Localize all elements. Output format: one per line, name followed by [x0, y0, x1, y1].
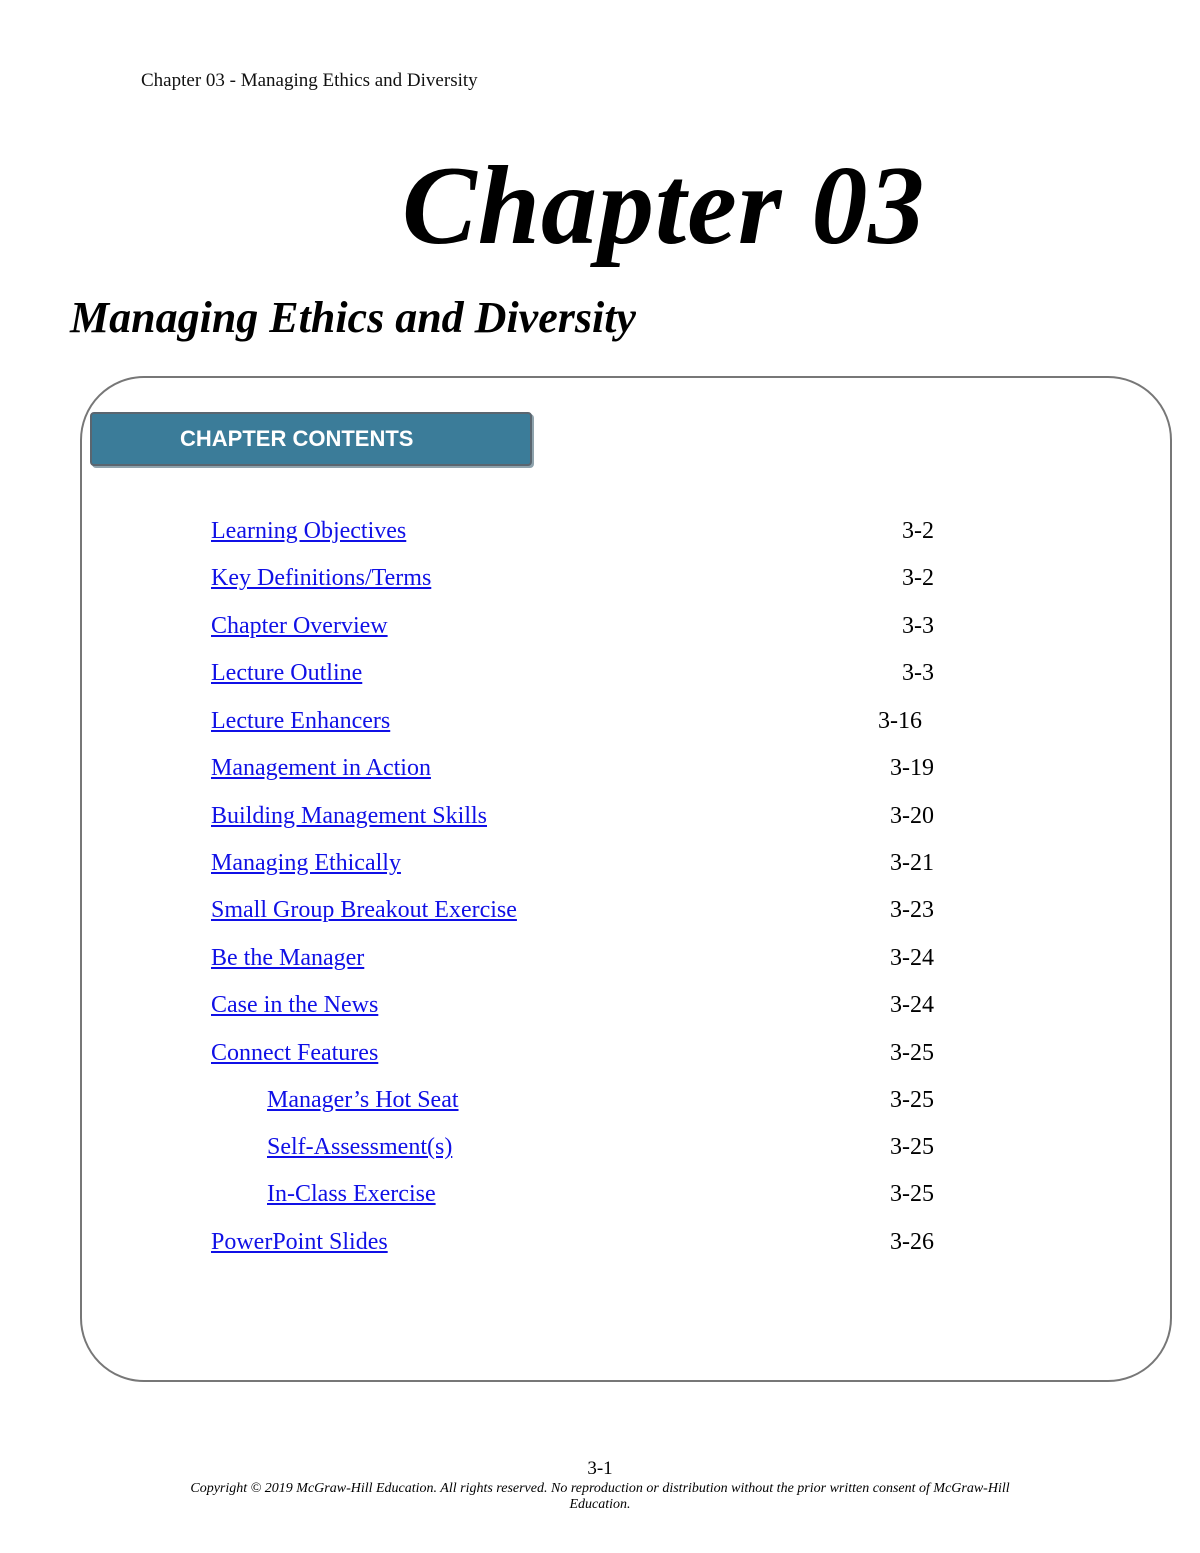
toc-page-number: 3-16	[878, 708, 922, 734]
toc-page-number: 3-25	[890, 1087, 934, 1113]
toc-link[interactable]: PowerPoint Slides	[211, 1229, 388, 1255]
toc-link[interactable]: Chapter Overview	[211, 613, 388, 639]
toc-page-number: 3-24	[890, 945, 934, 971]
toc-page-number: 3-25	[890, 1134, 934, 1160]
toc-page-number: 3-20	[890, 803, 934, 829]
toc-page-number: 3-25	[890, 1040, 934, 1066]
toc-page-number: 3-23	[890, 897, 934, 923]
running-header: Chapter 03 - Managing Ethics and Diversity	[141, 70, 478, 91]
toc-link[interactable]: Learning Objectives	[211, 518, 407, 544]
toc-page-number: 3-3	[902, 613, 934, 639]
toc-sublink[interactable]: Manager’s Hot Seat	[267, 1087, 459, 1113]
toc-link[interactable]: Small Group Breakout Exercise	[211, 897, 517, 923]
toc-sublink[interactable]: In-Class Exercise	[267, 1181, 436, 1207]
chapter-subtitle: Managing Ethics and Diversity	[70, 293, 636, 342]
toc-link[interactable]: Be the Manager	[211, 945, 365, 971]
toc-link[interactable]: Key Definitions/Terms	[211, 565, 432, 591]
toc-page-number: 3-25	[890, 1181, 934, 1207]
toc-page-number: 3-2	[902, 518, 934, 544]
copyright-notice: Copyright © 2019 McGraw-Hill Education. All rights reserved. No reproduction or distribution without the prior written consent of McGraw-Hill Education.	[190, 1481, 1010, 1512]
toc-page-number: 3-3	[902, 660, 934, 686]
toc-link[interactable]: Managing Ethically	[211, 850, 401, 876]
toc-link[interactable]: Lecture Enhancers	[211, 708, 391, 734]
toc-link[interactable]: Case in the News	[211, 992, 379, 1018]
toc-page-number: 3-19	[890, 755, 934, 781]
contents-heading: CHAPTER CONTENTS	[90, 412, 532, 466]
chapter-title: Chapter 03	[402, 144, 926, 268]
toc-sublink[interactable]: Self-Assessment(s)	[267, 1134, 453, 1160]
toc-page-number: 3-26	[890, 1229, 934, 1255]
toc-link[interactable]: Connect Features	[211, 1040, 379, 1066]
toc-link[interactable]: Lecture Outline	[211, 660, 363, 686]
toc-page-number: 3-21	[890, 850, 934, 876]
toc-link[interactable]: Management in Action	[211, 755, 431, 781]
toc-page-number: 3-2	[902, 565, 934, 591]
toc-page-number: 3-24	[890, 992, 934, 1018]
page-number: 3-1	[587, 1458, 613, 1479]
toc-link[interactable]: Building Management Skills	[211, 803, 487, 829]
